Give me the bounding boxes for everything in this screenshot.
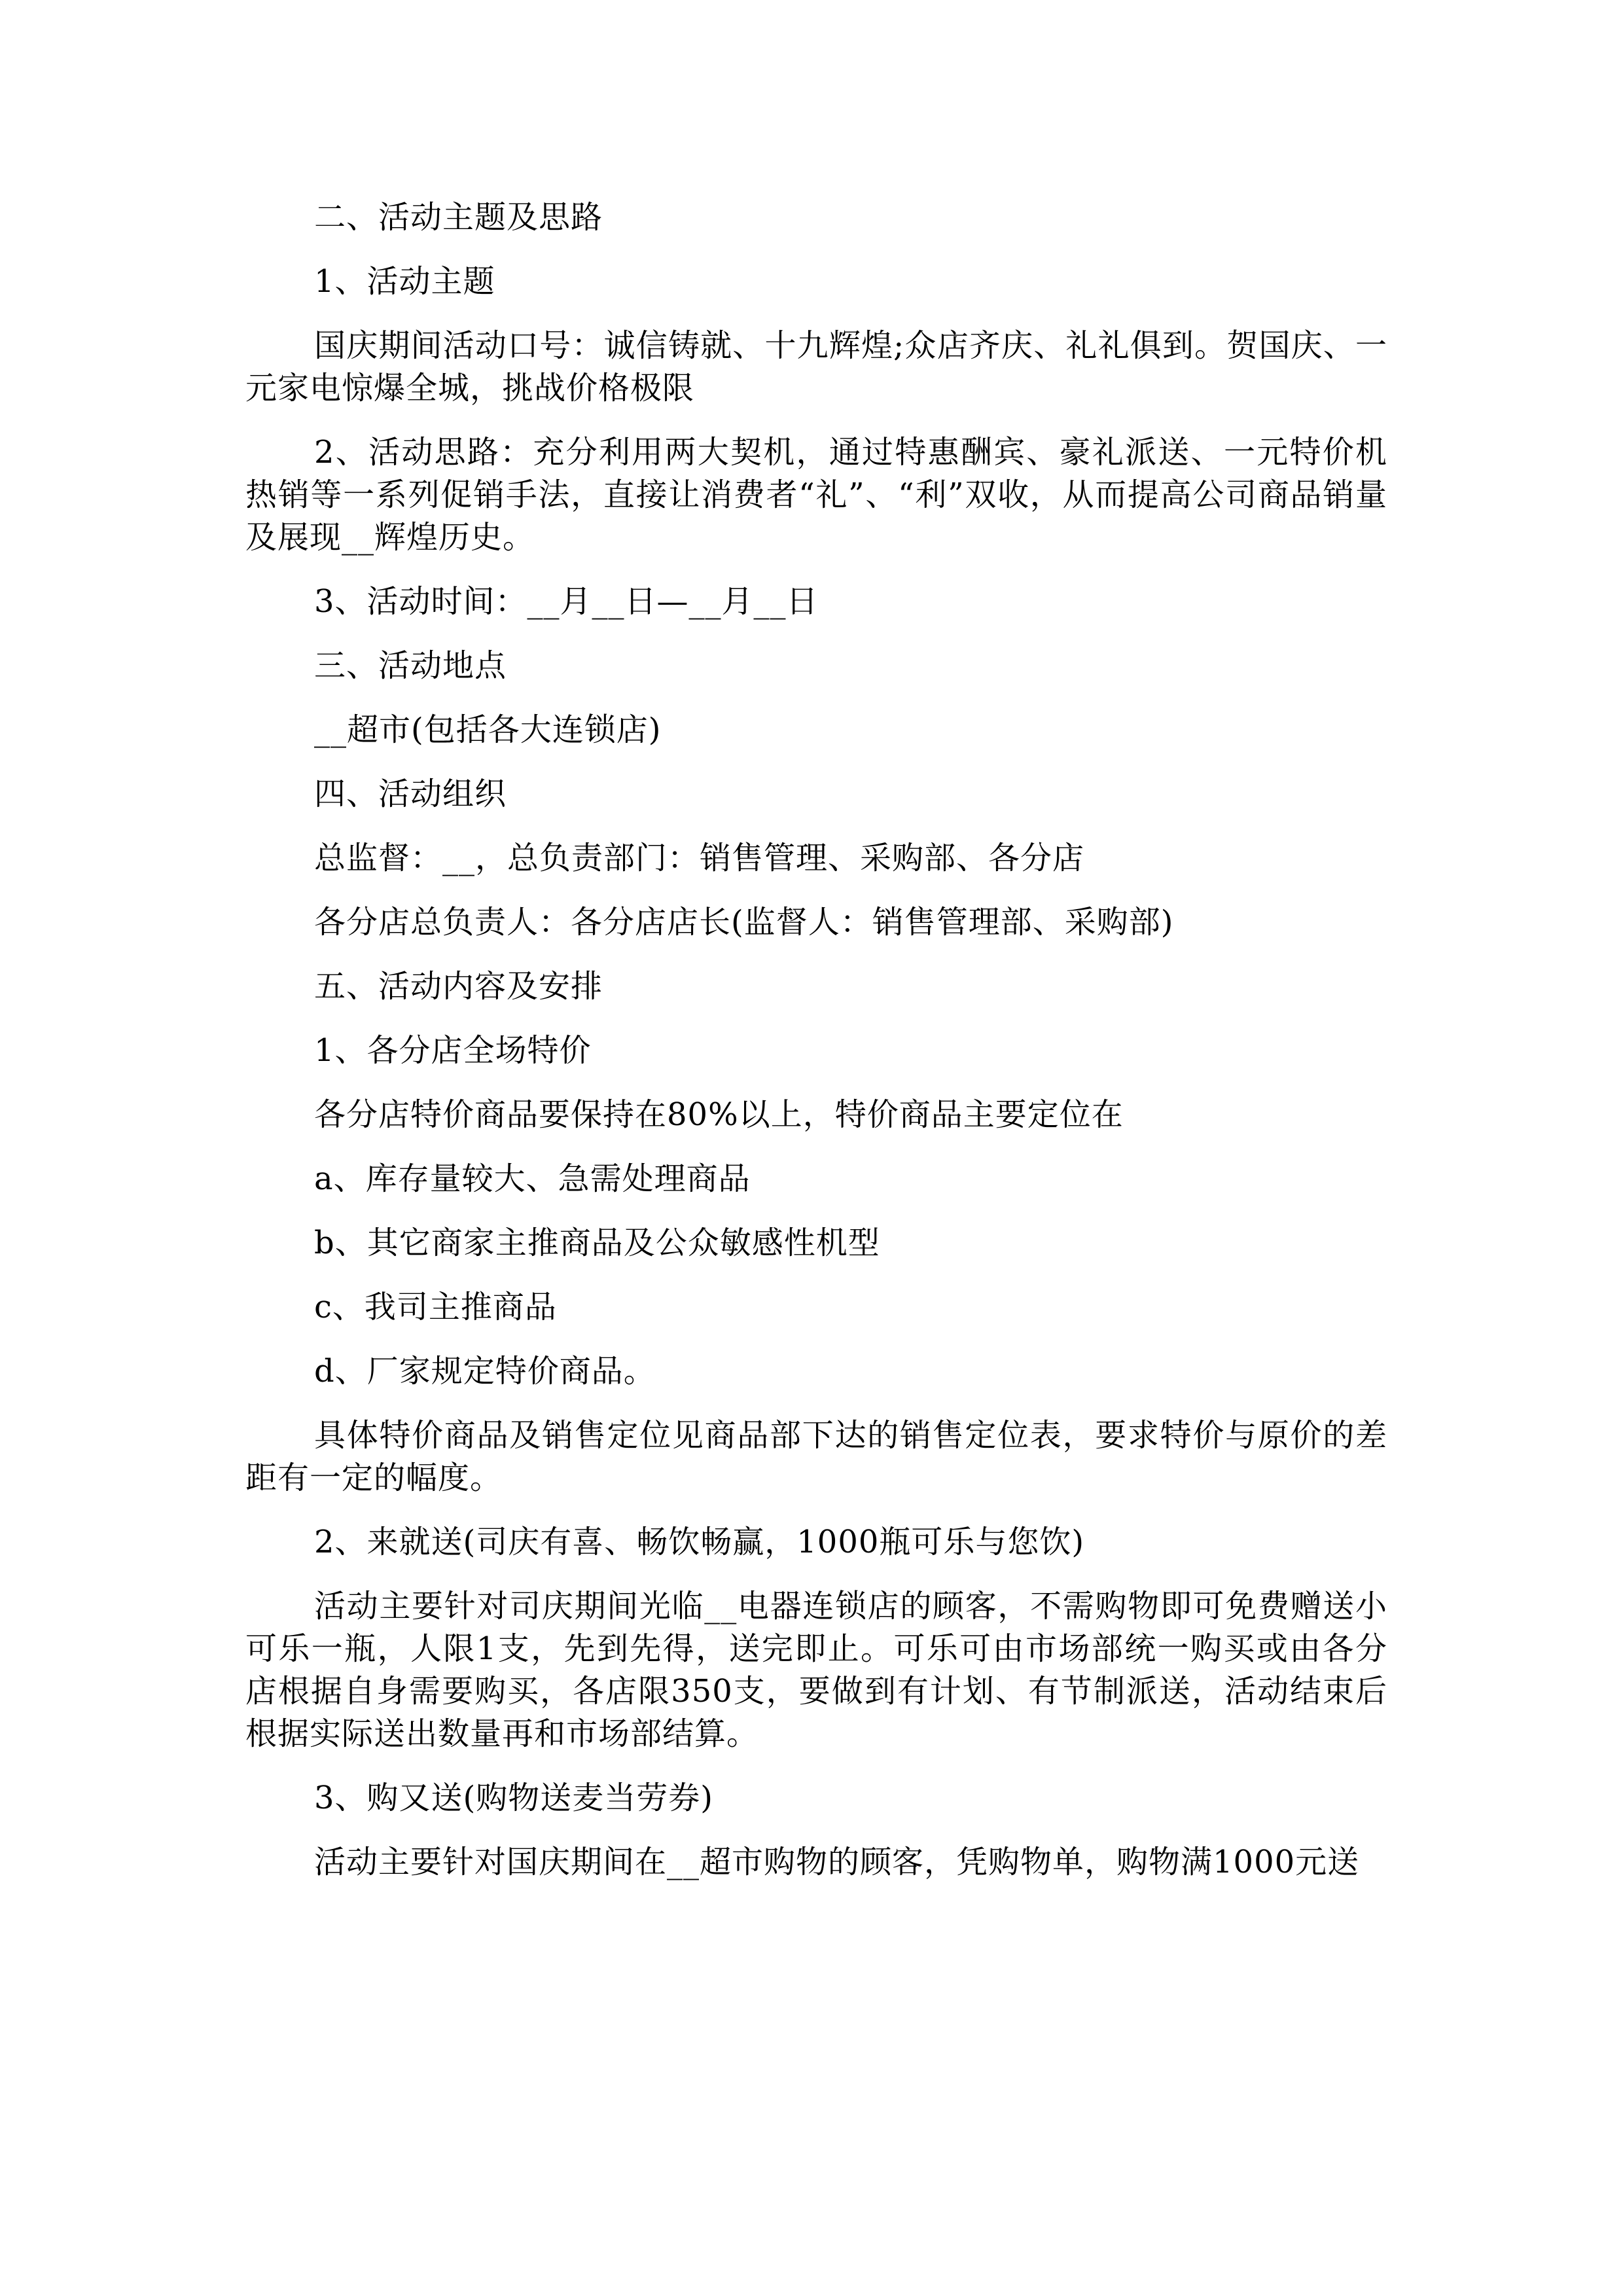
subheading-purchase-gift: 3、购又送(购物送麦当劳券) bbox=[314, 1780, 713, 1816]
list-item-d: d、厂家规定特价商品。 bbox=[314, 1353, 656, 1390]
list-item-b: b、其它商家主推商品及公众敏感性机型 bbox=[314, 1225, 880, 1261]
paragraph-location: __超市(包括各大连锁店) bbox=[314, 711, 662, 748]
heading-activity-theme-and-ideas: 二、活动主题及思路 bbox=[314, 199, 603, 236]
heading-activity-organization: 四、活动组织 bbox=[314, 776, 507, 812]
list-item-c: c、我司主推商品 bbox=[314, 1289, 557, 1325]
subheading-activity-theme: 1、活动主题 bbox=[314, 263, 495, 300]
paragraph-free-cola: 活动主要针对司庆期间光临__电器连锁店的顾客，不需购物即可免费赠送小可乐一瓶，人限1支，先到先得，送完即止。可乐可由市场部统一购买或由各分店根据自身需要购买，各店限350支，要做到有计划、有节制派送，活动结束后根据实际送出数量再和市场部结算。 bbox=[245, 1588, 1387, 1752]
paragraph-branch-manager: 各分店总负责人：各分店店长(监督人：销售管理部、采购部) bbox=[314, 904, 1174, 941]
paragraph-supervisor: 总监督：__，总负责部门：销售管理、采购部、各分店 bbox=[314, 840, 1085, 876]
document-body bbox=[245, 196, 1387, 1905]
paragraph-activity-time: 3、活动时间：__月__日—__月__日 bbox=[314, 583, 819, 620]
list-item-a: a、库存量较大、急需处理商品 bbox=[314, 1160, 751, 1197]
paragraph-activity-ideas: 2、活动思路：充分利用两大契机，通过特惠酬宾、豪礼派送、一元特价机热销等一系列促销手法，直接让消费者“礼”、“利”双收，从而提高公司商品销量及展现__辉煌历史。 bbox=[245, 434, 1387, 556]
paragraph-purchase-gift: 活动主要针对国庆期间在__超市购物的顾客，凭购物单，购物满1000元送 bbox=[314, 1844, 1360, 1880]
heading-activity-content: 五、活动内容及安排 bbox=[314, 968, 603, 1005]
paragraph-slogan: 国庆期间活动口号：诚信铸就、十九辉煌;众店齐庆、礼礼俱到。贺国庆、一元家电惊爆全城，挑战价格极限 bbox=[245, 327, 1387, 406]
subheading-free-gift: 2、来就送(司庆有喜、畅饮畅赢，1000瓶可乐与您饮) bbox=[314, 1524, 1085, 1560]
subheading-branch-specials: 1、各分店全场特价 bbox=[314, 1032, 592, 1069]
heading-activity-location: 三、活动地点 bbox=[314, 647, 507, 684]
paragraph-specials-ratio: 各分店特价商品要保持在80%以上，特价商品主要定位在 bbox=[314, 1096, 1124, 1133]
paragraph-pricing-table: 具体特价商品及销售定位见商品部下达的销售定位表，要求特价与原价的差距有一定的幅度。 bbox=[245, 1417, 1387, 1496]
